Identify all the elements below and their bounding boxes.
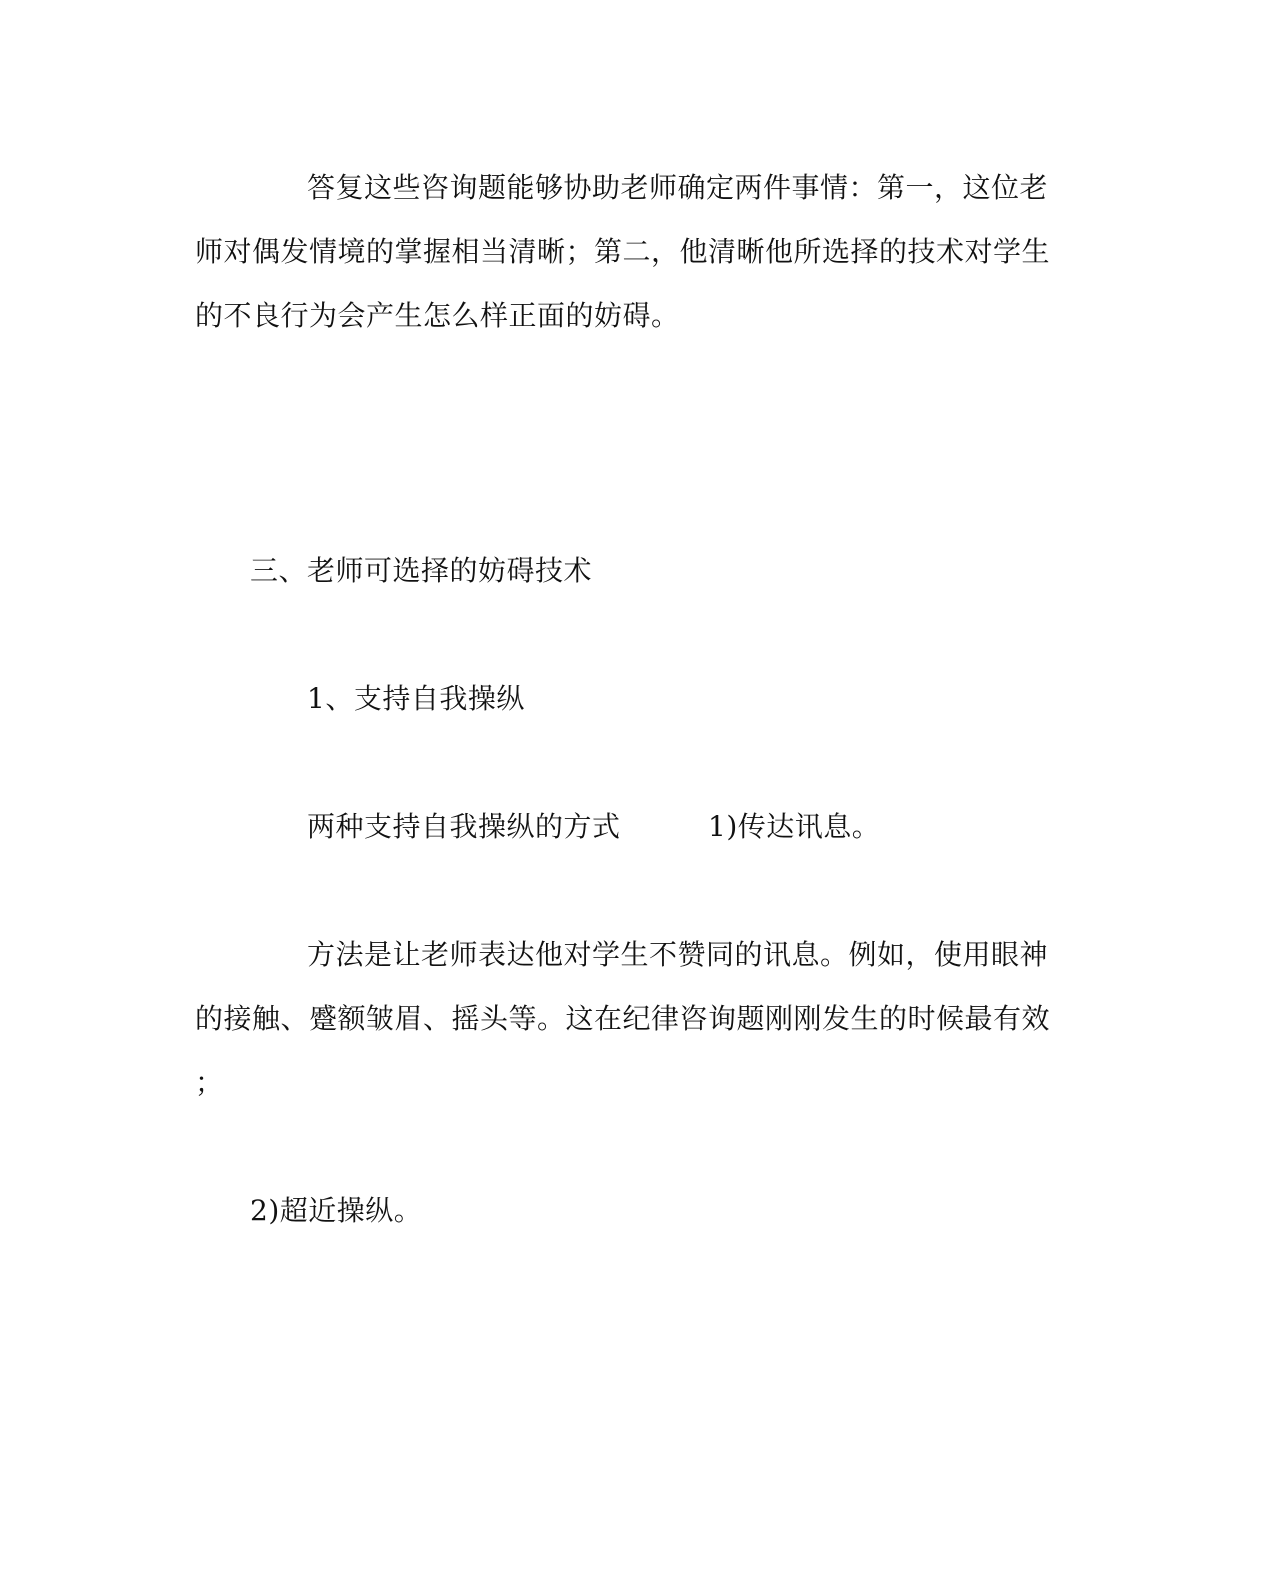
paragraph-1-line-1: 答复这些咨询题能够协助老师确定两件事情：第一，这位老 [307, 171, 1049, 204]
paragraph-1-line-3: 的不良行为会产生怎么样正面的妨碍。 [195, 299, 680, 332]
methods-intro: 两种支持自我操纵的方式 [307, 810, 621, 843]
paragraph-2-line-3: ； [195, 1066, 224, 1099]
section-heading: 三、老师可选择的妨碍技术 [250, 554, 593, 587]
paragraph-2-line-2: 的接触、蹙额皱眉、摇头等。这在纪律咨询题刚刚发生的时候最有效 [195, 1002, 1051, 1035]
subsection-heading: 1、支持自我操纵 [307, 682, 525, 715]
method-1-label: 1)传达讯息。 [708, 810, 881, 843]
paragraph-1-line-2: 师对偶发情境的掌握相当清晰；第二，他清晰他所选择的技术对学生 [195, 235, 1051, 268]
method-2-label: 2)超近操纵。 [250, 1194, 423, 1227]
paragraph-2-line-1: 方法是让老师表达他对学生不赞同的讯息。例如，使用眼神 [307, 938, 1049, 971]
